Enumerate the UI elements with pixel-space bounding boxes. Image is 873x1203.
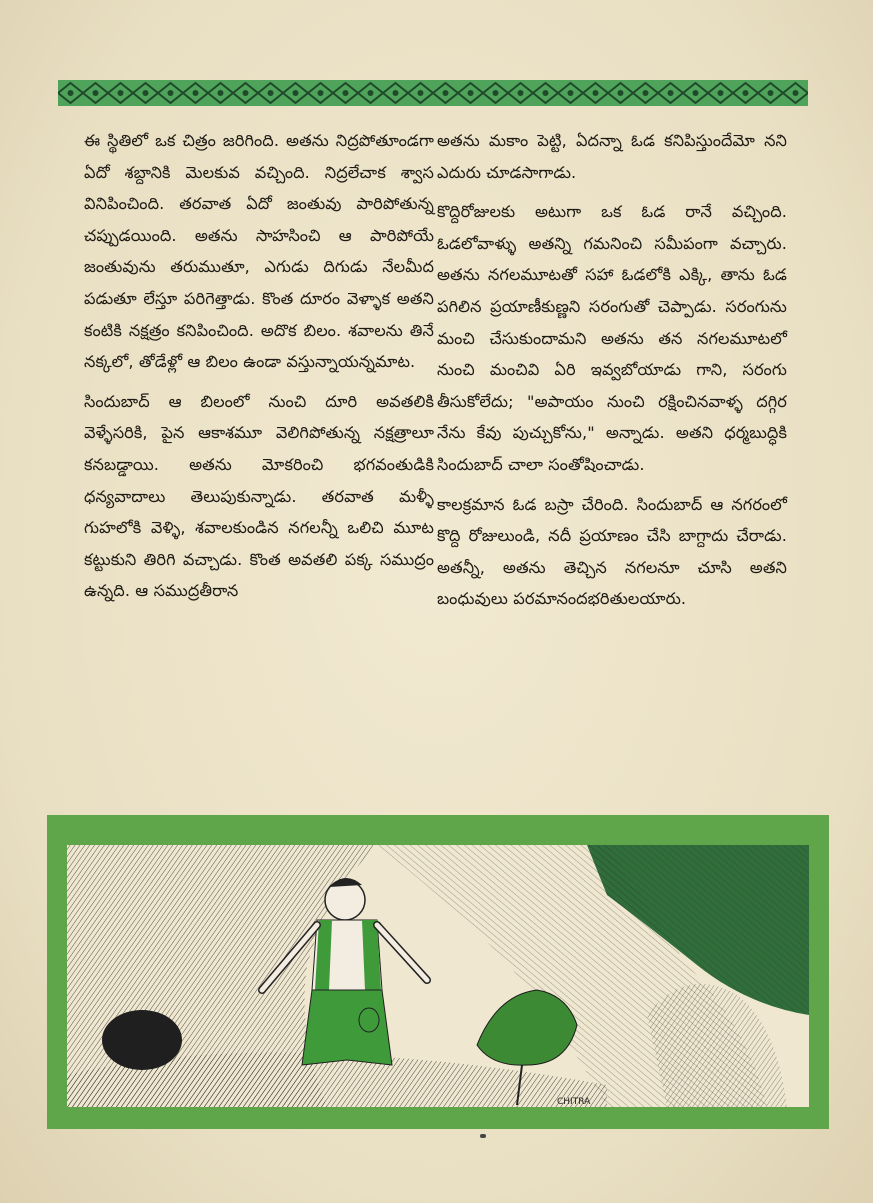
decorative-border xyxy=(58,80,808,106)
left-column xyxy=(84,125,434,615)
right-column xyxy=(437,125,787,623)
paragraph: అతను మకాం పెట్టి, ఏదన్నా ఓడ కనిపిస్తుందేమో నని ఎదురు చూడసాగాడు. xyxy=(437,131,787,182)
paragraph: కొద్దిరోజులకు అటుగా ఒక ఓడ రానే వచ్చింది. ఓడలోవాళ్ళు అతన్ని గమనించి సమీపంగా వచ్చారు. అతను నగలమూటతో సహా ఓడలోకి ఎక్కి, తాను ఓడ పగిలిన ప్రయాణీకుణ్ణని సరంగుతో చెప్పాడు. సరంగును మంచి చేసుకుందామని అతను తన నగలమూటలో నుంచి మంచివి ఏరి ఇవ్వబోయాడు గాని, సరంగు తీసుకోలేదు; "అపాయం నుంచి రక్షించినవాళ్ళ దగ్గిర నేను కేవు పుచ్చుకోను," అన్నాడు. అతని ధర్మబుద్ధికి సిందుబాద్ చాలా సంతోషించాడు. xyxy=(437,202,787,474)
paragraph: సిందుబాద్ ఆ బిలంలో నుంచి దూరి అవతలికి వెళ్ళేసరికి, పైన ఆకాశమూ వెలిగిపోతున్న నక్షత్రాలూ కనబడ్డాయి. అతను మోకరించి భగవంతుడికి ధన్యవాదాలు తెలుపుకున్నాడు. తరవాత మళ్ళీ గుహలోకి వెళ్ళి, శవాలకుండిన నగలన్నీ ఒలిచి మూట కట్టుకుని తిరిగి వచ్చాడు. కొంత అవతలి పక్క సముద్రం ఉన్నది. ఆ సముద్రతీరాన xyxy=(84,391,434,601)
paragraph: ఈ స్థితిలో ఒక చిత్రం జరిగింది. అతను నిద్రపోతూండగా ఏదో శబ్దానికి మెలకువ వచ్చింది. నిద్రలేచాక శ్వాస వినిపించింది. తరవాత ఏదో జంతువు పారిపోతున్న చప్పుడయింది. అతను సాహసించి ఆ పారిపోయే జంతువును తరుముతూ, ఎగుడు దిగుడు నేలమీద పడుతూ లేస్తూ పరిగెత్తాడు. కొంత దూరం వెళ్ళాక అతని కంటికి నక్షత్రం కనిపించింది. అదొక బిలం. శవాలను తినే నక్కలో, తోడేళ్లో ఆ బిలం ఉండా వస్తున్నాయన్నమాట. xyxy=(84,131,434,372)
illustration-signature: CHITRA xyxy=(557,1097,591,1107)
cave-illustration xyxy=(47,815,829,1129)
paragraph: కాలక్రమాన ఓడ బస్రా చేరింది. సిందుబాద్ ఆ నగరంలో కొద్ది రోజులుండి, నదీ ప్రయాణం చేసి బాగ్దాదు చేరాడు. అతన్నీ, అతను తెచ్చిన నగలనూ చూసి అతని బంధువులు పరమానందభరితులయారు. xyxy=(437,494,787,609)
page-mark xyxy=(480,1134,486,1138)
